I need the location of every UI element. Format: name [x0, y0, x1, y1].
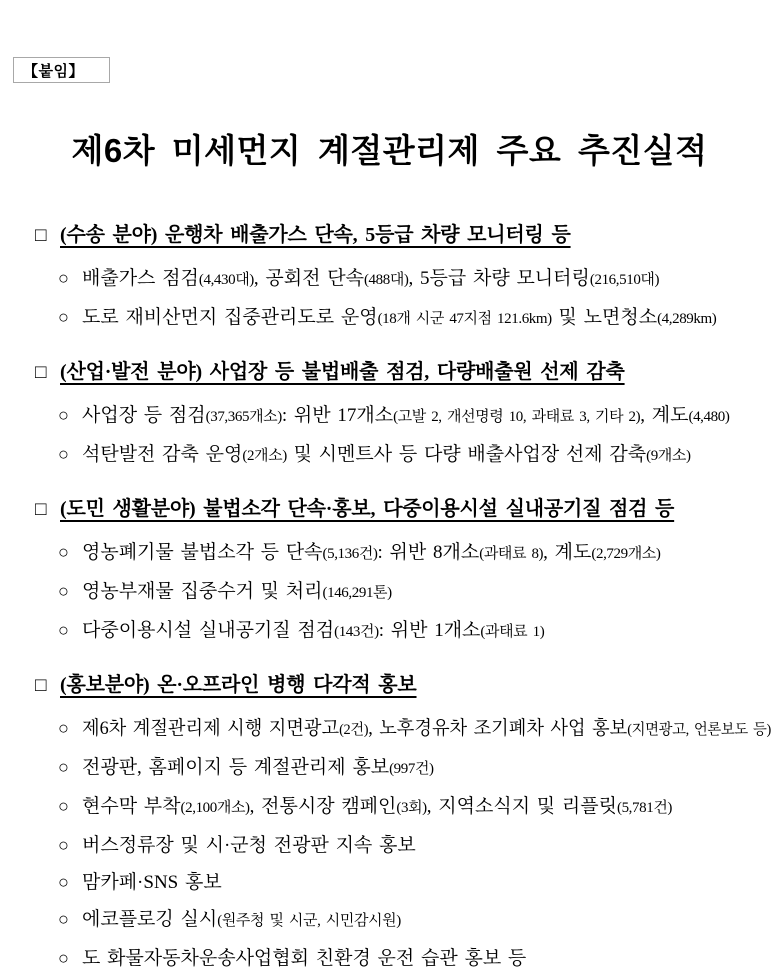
text-segment: 및 시멘트사 등 다량 배출사업장 선제 감축	[286, 444, 647, 465]
circle-bullet-icon: ○	[58, 405, 69, 425]
text-segment: 에코플로깅 실시	[82, 909, 218, 930]
list-item	[0, 715, 779, 744]
section-heading	[0, 496, 779, 523]
text-segment: , 5등급 차량 모니터링	[408, 268, 590, 289]
text-segment: (과태료 8)	[479, 546, 544, 562]
text-segment: 버스정류장 및 시·군청 전광판 지속 홍보	[82, 835, 416, 856]
text-segment: 영농부재물 집중수거 및 처리	[82, 581, 323, 602]
text-segment: 배출가스 점검	[82, 268, 199, 289]
text-segment: (2,729개소)	[591, 546, 661, 562]
section-heading-text: (도민 생활분야) 불법소각 단속·홍보, 다중이용시설 실내공기질 점검 등	[60, 498, 675, 520]
text-segment: (3회)	[396, 800, 427, 816]
page-title: 제6차 미세먼지 계절관리제 주요 추진실적	[71, 132, 708, 169]
text-segment: (2개소)	[242, 448, 287, 464]
square-bullet-icon: □	[35, 675, 47, 696]
list-item-text	[82, 793, 672, 822]
section-heading	[0, 672, 779, 699]
list-item	[0, 539, 779, 568]
circle-bullet-icon: ○	[58, 620, 69, 640]
list-item-text	[82, 715, 771, 744]
text-segment: (과태료 1)	[480, 624, 545, 640]
text-segment: (원주청 및 시군, 시민감시원)	[217, 913, 401, 929]
list-item	[0, 578, 779, 607]
text-segment: , 계도	[543, 542, 592, 563]
document-section	[0, 672, 779, 972]
document-section	[0, 496, 779, 646]
section-heading-text: (수송 분야) 운행차 배출가스 단속, 5등급 차량 모니터링 등	[60, 224, 571, 246]
list-item-text	[82, 441, 691, 470]
text-segment: (143건)	[334, 624, 379, 640]
text-segment: 현수막 부착	[82, 796, 181, 817]
circle-bullet-icon: ○	[58, 307, 69, 327]
list-item	[0, 265, 779, 294]
list-item-text	[82, 869, 222, 896]
square-bullet-icon: □	[35, 225, 47, 246]
square-bullet-icon: □	[35, 362, 47, 383]
text-segment: (2건)	[339, 722, 369, 738]
circle-bullet-icon: ○	[58, 268, 69, 288]
text-segment: (2,100개소)	[180, 800, 250, 816]
circle-bullet-icon: ○	[58, 872, 69, 892]
text-segment: (4,289km)	[657, 311, 717, 327]
circle-bullet-icon: ○	[58, 796, 69, 816]
text-segment: (4,480)	[688, 409, 730, 425]
text-segment: : 위반 8개소	[377, 542, 480, 563]
text-segment: , 노후경유차 조기폐차 사업 홍보	[368, 718, 628, 739]
section-heading-text: (산업·발전 분야) 사업장 등 불법배출 점검, 다량배출원 선제 감축	[60, 361, 625, 383]
attachment-label: 【붙임】	[23, 62, 84, 80]
text-segment: , 공회전 단속	[253, 268, 364, 289]
text-segment: : 위반 17개소	[281, 405, 394, 426]
document-body	[0, 222, 779, 972]
list-item	[0, 793, 779, 822]
text-segment: 제6차 계절관리제 시행 지면광고	[82, 718, 340, 739]
list-item	[0, 617, 779, 646]
section-heading-text: (홍보분야) 온·오프라인 병행 다각적 홍보	[60, 674, 417, 696]
list-item	[0, 906, 779, 935]
circle-bullet-icon: ○	[58, 718, 69, 738]
text-segment: 및 노면청소	[551, 307, 658, 328]
circle-bullet-icon: ○	[58, 757, 69, 777]
list-item-text	[82, 304, 716, 333]
list-item-text	[82, 265, 659, 294]
text-segment: (488대)	[363, 272, 409, 288]
text-segment: , 전통시장 캠페인	[249, 796, 397, 817]
text-segment: 전광판, 홈페이지 등 계절관리제 홍보	[82, 757, 390, 778]
text-segment: 도 화물자동차운송사업협회 친환경 운전 습관 홍보 등	[82, 948, 527, 969]
circle-bullet-icon: ○	[58, 542, 69, 562]
text-segment: 사업장 등 점검	[82, 405, 206, 426]
document-section	[0, 222, 779, 333]
list-item	[0, 832, 779, 859]
text-segment: (5,136건)	[322, 546, 378, 562]
text-segment: (18개 시군 47지점 121.6km)	[377, 311, 552, 327]
list-item-text	[82, 539, 661, 568]
text-segment: (5,781건)	[616, 800, 672, 816]
square-bullet-icon: □	[35, 499, 47, 520]
list-item	[0, 402, 779, 431]
list-item-text	[82, 578, 392, 607]
text-segment: (216,510대)	[589, 272, 660, 288]
list-item	[0, 869, 779, 896]
text-segment: 도로 재비산먼지 집중관리도로 운영	[82, 307, 378, 328]
list-item	[0, 304, 779, 333]
title-row	[0, 130, 779, 172]
document-section	[0, 359, 779, 470]
text-segment: (지면광고, 언론보도 등)	[627, 722, 771, 738]
text-segment: , 지역소식지 및 리플릿	[426, 796, 617, 817]
text-segment: 다중이용시설 실내공기질 점검	[82, 620, 335, 641]
text-segment: 석탄발전 감축 운영	[82, 444, 243, 465]
text-segment: 맘카페·SNS 홍보	[82, 872, 222, 893]
section-heading	[0, 222, 779, 249]
text-segment: (997건)	[389, 761, 434, 777]
circle-bullet-icon: ○	[58, 444, 69, 464]
circle-bullet-icon: ○	[58, 909, 69, 929]
attachment-label-box	[13, 57, 110, 83]
text-segment: 영농폐기물 불법소각 등 단속	[82, 542, 323, 563]
text-segment: (9개소)	[646, 448, 691, 464]
list-item-text	[82, 945, 526, 972]
circle-bullet-icon: ○	[58, 948, 69, 968]
list-item	[0, 945, 779, 972]
circle-bullet-icon: ○	[58, 835, 69, 855]
text-segment: (37,365개소)	[205, 409, 282, 425]
text-segment: : 위반 1개소	[378, 620, 481, 641]
list-item-text	[82, 402, 729, 431]
text-segment: (146,291톤)	[322, 585, 392, 601]
text-segment: (고발 2, 개선명령 10, 과태료 3, 기타 2)	[393, 409, 641, 425]
list-item-text	[82, 906, 401, 935]
section-heading	[0, 359, 779, 386]
text-segment: (4,430대)	[198, 272, 254, 288]
list-item	[0, 441, 779, 470]
circle-bullet-icon: ○	[58, 581, 69, 601]
list-item-text	[82, 754, 434, 783]
list-item-text	[82, 617, 544, 646]
list-item-text	[82, 832, 416, 859]
list-item	[0, 754, 779, 783]
text-segment: , 계도	[640, 405, 689, 426]
